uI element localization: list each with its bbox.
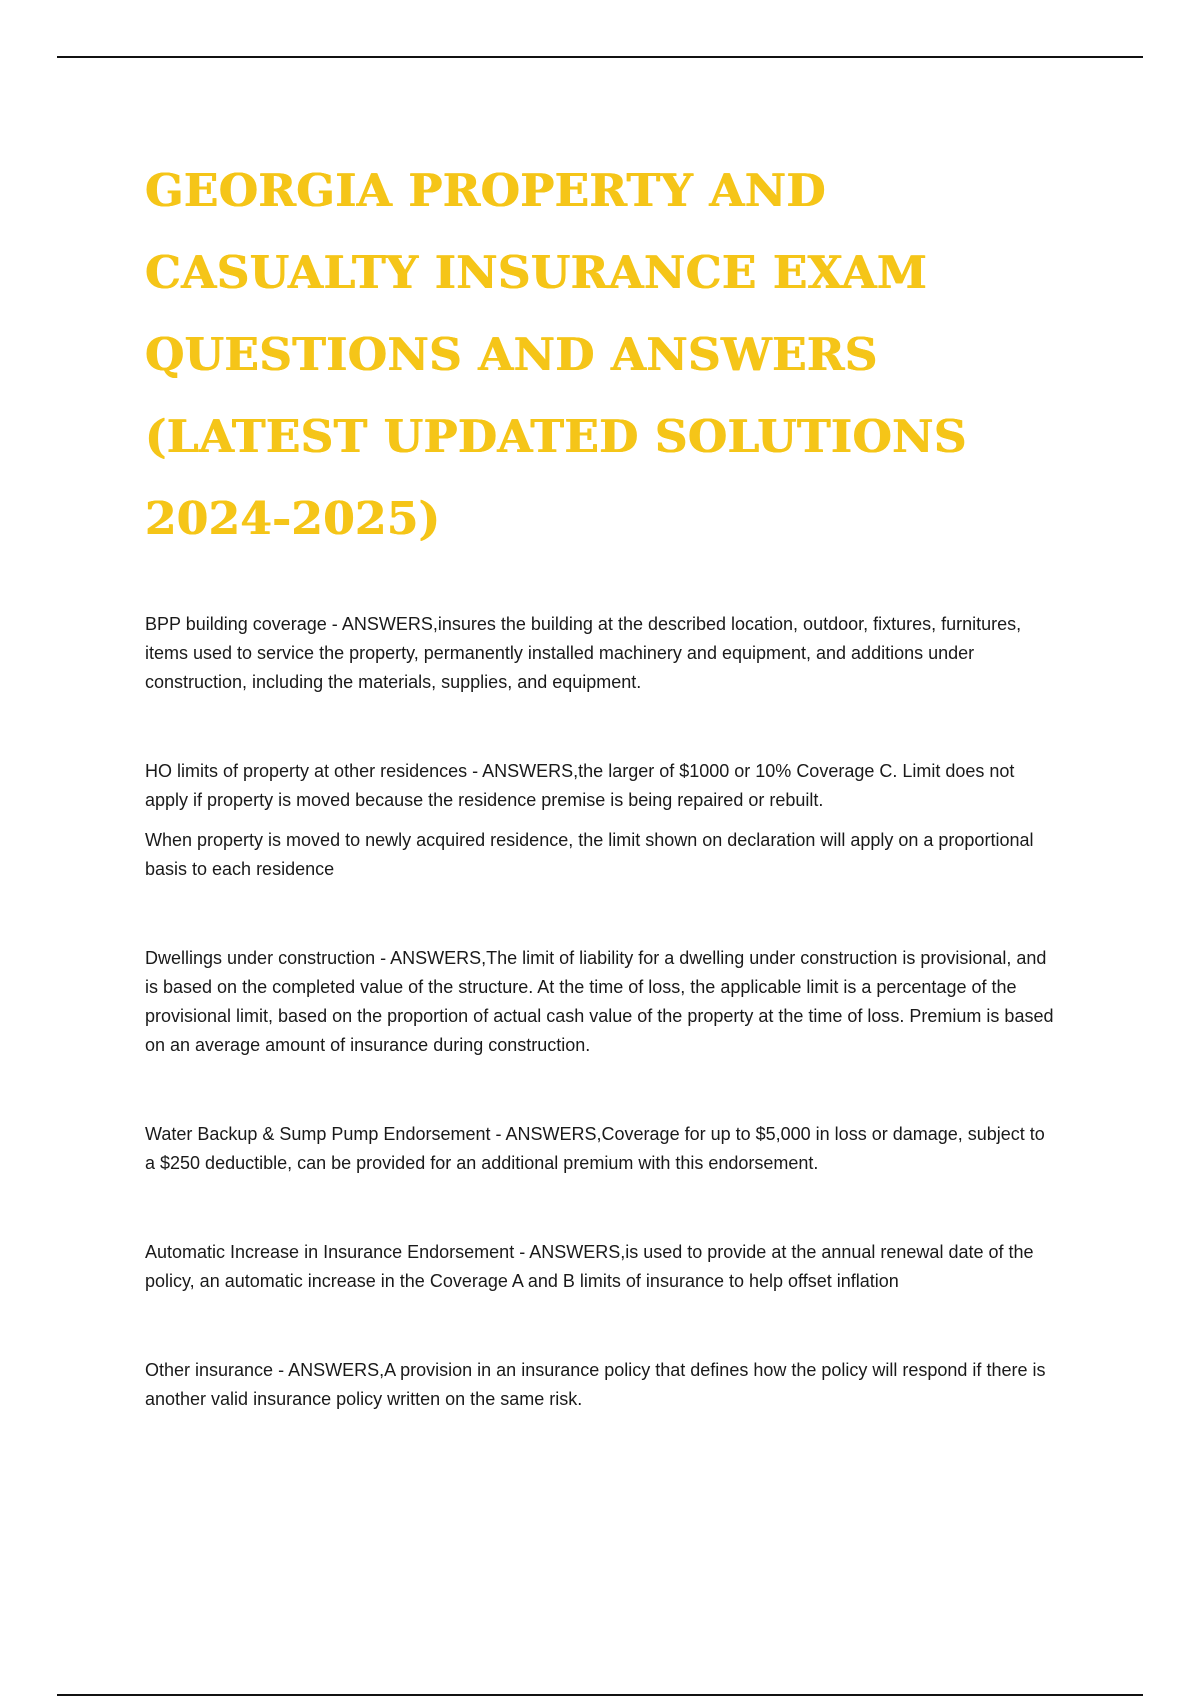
qa-answer: ANSWERS,The limit of liability for a dwelling under construction is provisional, and is based on the completed value of the structure. At the time of loss, the applicable limit is a percentage of the provisional limit, based on the proportion of actual cash value of the property at the time of loss. Premium is based on an average amount of insurance during construction. — [145, 948, 1054, 1055]
top-rule — [57, 56, 1143, 58]
qa-item — [145, 1356, 1055, 1414]
qa-item — [145, 944, 1055, 1060]
qa-question: BPP building coverage - — [145, 614, 342, 634]
qa-item — [145, 1238, 1055, 1296]
qa-item — [145, 757, 1055, 815]
qa-answer: ANSWERS,insures the building at the described location, outdoor, fixtures, furnitures, items used to service the property, permanently installed machinery and equipment, and additions under construction, including the materials, supplies, and equipment. — [145, 614, 1022, 692]
qa-question: Other insurance - — [145, 1360, 288, 1380]
qa-question: Automatic Increase in Insurance Endorsement - — [145, 1242, 529, 1262]
qa-item — [145, 1120, 1055, 1178]
qa-follow-up: When property is moved to newly acquired residence, the limit shown on declaration will apply on a proportional basis to each residence — [145, 830, 1034, 879]
qa-answer: ANSWERS,A provision in an insurance policy that defines how the policy will respond if there is another valid insurance policy written on the same risk. — [145, 1360, 1046, 1409]
bottom-rule — [57, 1694, 1143, 1696]
qa-item — [145, 610, 1055, 697]
qa-list — [145, 610, 1055, 1414]
qa-answer: ANSWERS,Coverage for up to $5,000 in loss or damage, subject to a $250 deductible, can be provided for an additional premium with this endorsement. — [145, 1124, 1045, 1173]
qa-answer: ANSWERS,is used to provide at the annual renewal date of the policy, an automatic increase in the Coverage A and B limits of insurance to help offset inflation — [145, 1242, 1034, 1291]
qa-question: HO limits of property at other residences - — [145, 761, 482, 781]
qa-answer: ANSWERS,the larger of $1000 or 10% Coverage C. Limit does not apply if property is moved because the residence premise is being repaired or rebuilt. — [145, 761, 1015, 810]
document-title: GEORGIA PROPERTY AND CASUALTY INSURANCE EXAM QUESTIONS AND ANSWERS (LATEST UPDATED SOLUTIONS 2024-2025) — [145, 164, 967, 545]
qa-question: Dwellings under construction - — [145, 948, 390, 968]
qa-question: Water Backup & Sump Pump Endorsement - — [145, 1124, 506, 1144]
